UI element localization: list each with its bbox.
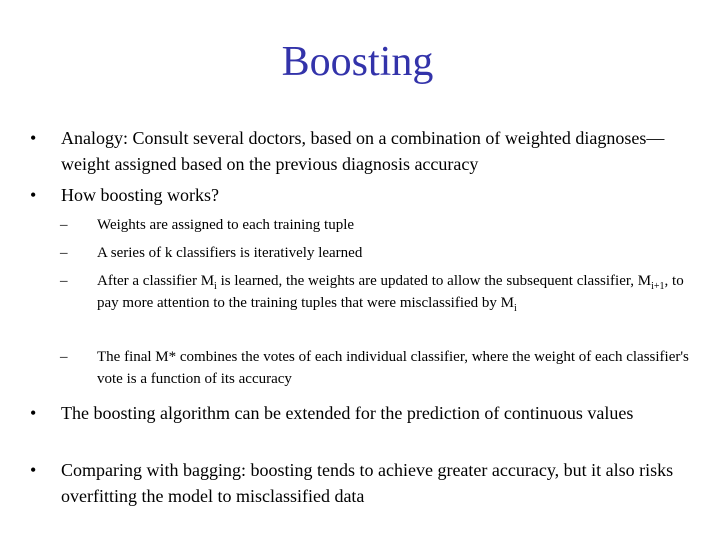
bullet-marker: • (30, 403, 37, 423)
bullet-text-how-boosting-works: How boosting works? (61, 185, 219, 205)
sub-bullet-text-final-m: The final M* combines the votes of each individual classifier, where the weight of each classifier's vote is a function of its accuracy (97, 349, 689, 387)
subscript: i (513, 303, 517, 314)
text-run: After a classifier M (97, 273, 215, 289)
bullet-text-bagging: Comparing with bagging: boosting tends to achieve greater accuracy, but it also risks overfitting the model to misclassified data (61, 460, 674, 506)
bullet-text-continuous: The boosting algorithm can be extended for the prediction of continuous values (61, 403, 634, 423)
sub-bullet-marker: – (60, 273, 68, 289)
bullet-marker: • (30, 128, 37, 148)
bullet-marker: • (30, 185, 37, 205)
text-run: , to pay more attention to the training tuples that were misclassified by M (97, 273, 684, 311)
subscript: i (214, 281, 217, 292)
sub-bullet-text-weights: Weights are assigned to each training tuple (97, 217, 355, 233)
text-run: is learned, the weights are updated to allow the subsequent classifier, M (216, 273, 652, 289)
sub-bullet-text-series: A series of k classifiers is iteratively learned (97, 245, 363, 261)
sub-bullet-marker: – (60, 349, 68, 365)
bullet-marker: • (30, 460, 37, 480)
slide-title: Boosting (281, 39, 434, 85)
bullet-text-analogy: Analogy: Consult several doctors, based on a combination of weighted diagnoses—weight assigned based on the previous diagnosis accuracy (61, 128, 665, 174)
subscript: i+1 (651, 281, 665, 292)
sub-bullet-text-after-classifier (97, 270, 702, 314)
sub-bullet-marker: – (60, 217, 68, 233)
sub-bullet-marker: – (60, 245, 68, 261)
